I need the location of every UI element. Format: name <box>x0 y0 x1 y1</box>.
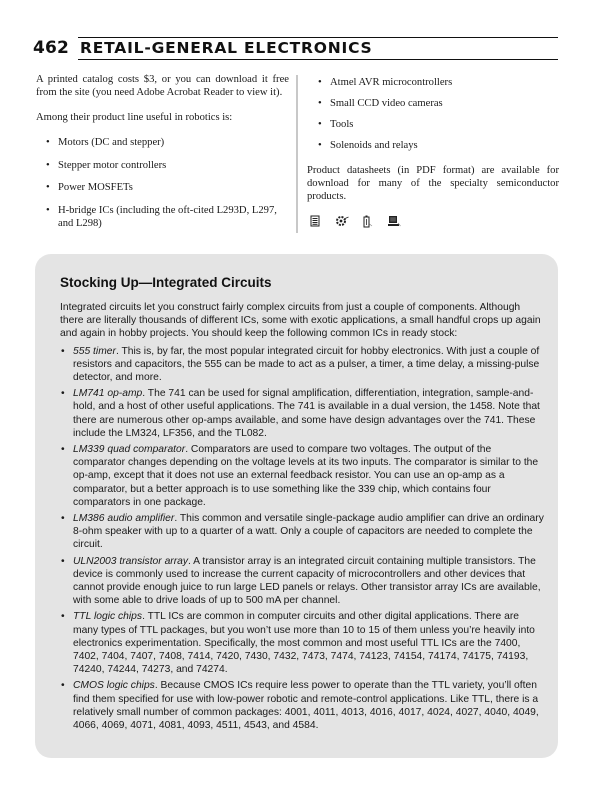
bullet-icon: • <box>61 555 65 567</box>
product-list-right <box>307 76 559 152</box>
left-column <box>36 73 289 239</box>
bullet-icon: • <box>318 77 322 88</box>
bullet-icon: • <box>318 98 322 109</box>
list-item: • Tools <box>318 119 354 130</box>
bullet-icon: • <box>61 513 65 525</box>
sidebar-intro: Integrated circuits let you construct fairly complex circuits from just a couple of components. Although there are literally thousands of different ICs, some with exotic applications, a small handful crops up again and again in hobby projects. You should keep the following common ICs in ready stock: <box>60 302 541 340</box>
ic-description: . This common and versatile single-package audio amplifier can drive an ordinary 8-ohm speaker with up to a quarter of a watt. Only a couple of capacitors are needed to complete the circuit. <box>73 513 544 551</box>
ic-list-item <box>60 387 546 440</box>
bullet-icon: • <box>46 182 50 193</box>
list-item: • Atmel AVR microcontrollers <box>318 77 453 88</box>
product-list-left <box>36 136 289 230</box>
ic-description: . The 741 can be used for signal amplification, differentiation, integration, sample-and-hold, and a host of other useful applications. The 741 is available in a dual version, the 1458. Note that there are numerous other op-amps available, and some have design advantages over the 741. These include the LM324, LF356, and the TL082. <box>73 388 540 439</box>
bullet-icon: • <box>46 137 50 148</box>
list-item: • Small CCD video cameras <box>318 98 443 109</box>
ic-description: . Because CMOS ICs require less power to operate than the TTL variety, you’ll often find them specified for use with low-power robotic and remote-control applications. Like TTL, there is a relatively small number of common packages: 4001, 4011, 4013, 4016, 4017, 4024, 4027, 4040, 4049, 4066, 4069, 4071, 4081, 4093, 4511, 4543, and 4584. <box>73 680 539 732</box>
right-column <box>307 76 559 227</box>
list-item: • Power MOSFETs <box>46 182 133 193</box>
bullet-icon: • <box>61 345 65 357</box>
ic-term: 555 timer <box>73 345 116 357</box>
column-divider <box>296 75 298 233</box>
ic-description: . TTL ICs are common in computer circuits and other digital applications. There are many types of TTL packages, but you won’t use more than 10 to 15 of them unless you’re heavily into electronics experimentation. Specifically, the most common and most useful TTL ICs are the 7400, 7402, 7404, 7407, 7408, 7414, 7420, 7430, 7432, 7473, 7474, 74123, 74154, 74174, 74175, 74193, 74240, 74244, 74273, and 74274. <box>73 611 535 676</box>
ic-term: LM386 audio amplifier <box>73 513 175 525</box>
ic-list-item <box>60 679 546 732</box>
running-header <box>33 37 558 60</box>
ic-description: . A transistor array is an integrated circuit containing multiple transistors. The device is commonly used to increase the current capacity of microcontrollers and other devices that cannot provide enough juice to run large LED panels or relays. Other transistor array ICs are available, with some able to drive loads of up to 500 mA per channel. <box>73 555 541 607</box>
motor-wheel-icon <box>335 215 347 227</box>
bullet-icon: • <box>61 680 65 692</box>
category-icons <box>307 215 559 227</box>
bullet-icon: • <box>46 159 50 171</box>
ic-description: . Comparators are used to compare two voltages. The output of the comparator changes depending on the voltage levels at its two inputs. The comparator is similar to the op-amp, except that it does not use an external feedback resistor. You can use an op-amp as a comparator, but a better approach is to use something like the 339 chip, which contains four comparators in one package. <box>73 444 539 508</box>
page-number: 462 <box>33 38 70 58</box>
ic-list <box>60 345 546 733</box>
bullet-icon: • <box>46 204 50 216</box>
bullet-icon: • <box>61 611 65 623</box>
bullet-icon: • <box>318 140 322 151</box>
ic-list-item <box>60 610 546 676</box>
ic-term: CMOS logic chips <box>73 680 155 692</box>
ic-term: ULN2003 transistor array <box>73 555 189 567</box>
document-icon <box>309 215 321 227</box>
ic-term: LM741 op-amp <box>73 388 143 400</box>
computer-icon <box>387 215 399 227</box>
bullet-icon: • <box>61 388 65 400</box>
ic-term: LM339 quad comparator <box>73 444 186 456</box>
ic-term: TTL logic chips <box>73 611 143 623</box>
ic-description: . This is, by far, the most popular integrated circuit for hobby electronics. With just a couple of resistors and capacitors, the 555 can be made to act as a pulser, a timer, a time delay, a missing-pulse detector, and more. <box>73 345 540 384</box>
list-item: • H-bridge ICs (including the oft-cited L293D, L297, and L298) <box>46 204 277 229</box>
list-item: • Solenoids and relays <box>318 140 418 151</box>
sidebar-title: Stocking Up—Integrated Circuits <box>60 275 272 290</box>
product-line-lead: Among their product line useful in robotics is: <box>36 112 233 123</box>
ic-list-item <box>60 345 546 385</box>
ic-list-item <box>60 555 546 608</box>
catalog-paragraph: A printed catalog costs $3, or you can download it free from the site (you need Adobe Acrobat Reader to view it). <box>36 74 289 98</box>
chapter-title: RETAIL-GENERAL ELECTRONICS <box>78 37 558 60</box>
datasheets-paragraph: Product datasheets (in PDF format) are available for download for many of the specialty semiconductor products. <box>307 165 559 202</box>
ic-list-item <box>60 443 546 509</box>
bullet-icon: • <box>318 119 322 130</box>
list-item: • Motors (DC and stepper) <box>46 137 165 148</box>
battery-icon <box>361 215 373 227</box>
sidebar-box <box>35 254 558 758</box>
bullet-icon: • <box>61 444 65 456</box>
list-item: • Stepper motor controllers <box>46 159 167 171</box>
ic-list-item <box>60 512 546 552</box>
sidebar-body <box>60 301 546 735</box>
